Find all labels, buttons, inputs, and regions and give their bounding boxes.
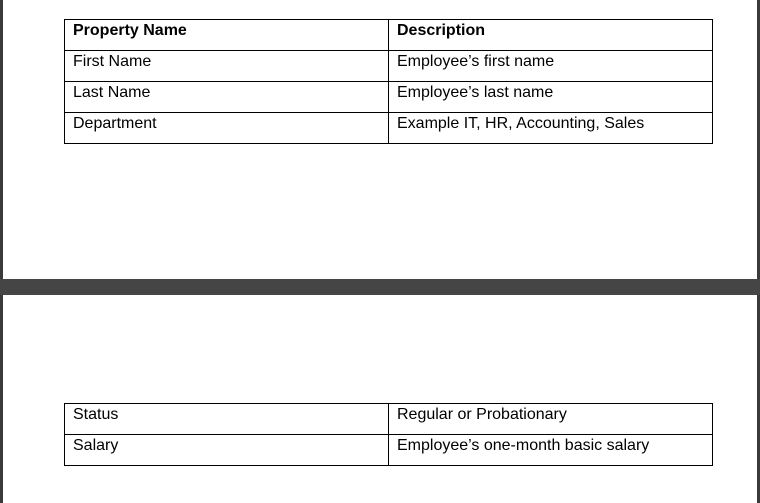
property-table-part-2 [64,403,713,466]
document-page-2 [3,295,757,503]
cell-property: Last Name [65,82,389,113]
table-row [65,113,713,144]
cell-description: Employee’s first name [389,51,713,82]
table-row [65,51,713,82]
table-row [65,404,713,435]
cell-description: Employee’s last name [389,82,713,113]
cell-property: Department [65,113,389,144]
header-description: Description [389,20,713,51]
document-page-1 [3,0,757,279]
table-row [65,435,713,466]
page-separator [0,279,760,295]
cell-description: Employee’s one-month basic salary [389,435,713,466]
cell-property: First Name [65,51,389,82]
table-header-row [65,20,713,51]
table-row [65,82,713,113]
cell-property: Salary [65,435,389,466]
cell-description: Example IT, HR, Accounting, Sales [389,113,713,144]
header-property-name: Property Name [65,20,389,51]
cell-description: Regular or Probationary [389,404,713,435]
cell-property: Status [65,404,389,435]
property-table-part-1 [64,19,713,144]
